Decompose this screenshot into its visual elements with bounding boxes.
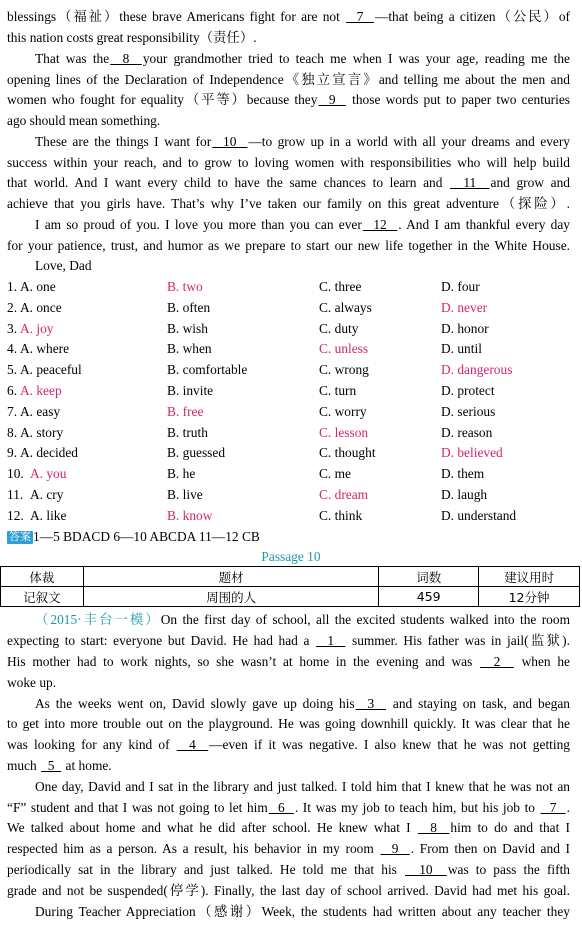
text-line — [7, 71, 570, 89]
option-b: B. guessed — [167, 445, 226, 461]
text-line — [7, 882, 570, 900]
text-segment: We talked about home and what he did after school. He knew what I — [7, 820, 417, 835]
option-a: A. once — [20, 299, 62, 315]
text-segment: As the weeks went on, David slowly gave up doing his — [35, 696, 355, 711]
answer-blank: 4 — [176, 737, 209, 752]
answer-key-text: 1—5 BDACD 6—10 ABCDA 11—12 CB — [33, 529, 260, 544]
answer-blank: 11 — [450, 175, 490, 190]
text-segment: . It was my job to teach him, but his job to — [294, 800, 540, 815]
question-number: 12. — [7, 507, 24, 523]
option-d: D. dangerous — [441, 362, 513, 378]
option-d: D. understand — [441, 507, 517, 523]
text-line — [7, 195, 570, 213]
option-b: B. free — [167, 403, 204, 419]
value-genre: 记叙文 — [1, 587, 84, 607]
answer-key — [7, 528, 570, 546]
text-line — [35, 133, 570, 151]
text-segment: grade and not be suspended(停学). Finally, the last day of school arrived. David had met his goal. — [7, 883, 570, 898]
answer-blank: 7 — [540, 800, 566, 815]
text-line — [7, 799, 570, 817]
text-segment: was looking for any kind of — [7, 737, 176, 752]
header-suggested-time: 建议用时 — [479, 567, 580, 587]
text-segment: ago should mean something. — [7, 113, 161, 128]
text-line — [35, 695, 570, 713]
text-segment: those words put to paper two centuries — [346, 92, 571, 107]
option-c: C. me — [319, 466, 351, 482]
question-number: 2. — [7, 299, 18, 315]
text-segment: summer. His father was in jail(监狱). — [346, 633, 570, 648]
info-table-value-row — [1, 587, 580, 607]
text-segment: that world. And I want every child to have the same chances to learn and — [7, 175, 450, 190]
text-segment: These are the things I want for — [35, 134, 212, 149]
question-number: 3. — [7, 320, 18, 336]
text-line — [7, 653, 570, 671]
option-b: B. know — [167, 507, 213, 523]
option-c: C. thought — [319, 445, 376, 461]
answer-blank: 10 — [405, 862, 447, 877]
option-d: D. them — [441, 466, 485, 482]
option-c: C. worry — [319, 403, 367, 419]
option-a: A. where — [20, 341, 70, 357]
option-b: B. he — [167, 466, 196, 482]
text-line — [35, 778, 570, 796]
text-segment: and staying on task, and began — [386, 696, 571, 711]
text-segment: for your patience, trust, and humor as we prepare to start our new life together in the White House. — [7, 238, 570, 253]
option-a: A. one — [20, 279, 56, 294]
text-segment: His mother had to work nights, so she wasn’t at home in the evening and was — [7, 654, 480, 669]
text-line — [7, 154, 570, 172]
text-line — [7, 674, 570, 692]
text-segment: —even if it was negative. I also knew that he was not getting — [209, 737, 570, 752]
question-number: 1. — [7, 279, 18, 294]
option-a: A. keep — [20, 383, 62, 398]
option-a: A. cry — [30, 487, 64, 502]
question-number: 10. — [7, 466, 24, 482]
text-line — [35, 611, 570, 629]
option-d: D. protect — [441, 383, 495, 398]
text-line — [7, 757, 570, 775]
option-c: C. lesson — [319, 424, 369, 440]
text-segment: During Teacher Appreciation（感谢）Week, the students had written about any teacher they — [35, 904, 570, 919]
header-topic: 题材 — [83, 567, 378, 587]
option-c: C. three — [319, 279, 362, 294]
text-segment: success within your reach, and to grow to loving women with responsibilities who will help build — [7, 155, 570, 170]
text-line — [7, 715, 570, 733]
text-line — [7, 8, 570, 26]
option-d: D. laugh — [441, 487, 488, 502]
option-a: A. story — [20, 424, 64, 440]
question-number: 9. — [7, 445, 18, 461]
text-segment: opening lines of the Declaration of Independence《独立宣言》and telling me about the men and — [7, 72, 570, 87]
option-b: B. comfortable — [167, 362, 248, 378]
text-line — [7, 840, 570, 858]
option-c: C. think — [319, 507, 363, 523]
text-line — [7, 112, 570, 130]
option-b: B. invite — [167, 383, 214, 398]
option-c: C. always — [319, 299, 372, 315]
option-b: B. truth — [167, 424, 208, 440]
question-number: 4. — [7, 341, 18, 357]
info-table-header-row — [1, 567, 580, 587]
text-segment: —that being a citizen（公民）of — [374, 9, 570, 24]
text-segment: On the first day of school, all the excited students walked into the room — [160, 612, 570, 627]
text-segment: . And I am thankful every day — [398, 217, 570, 232]
text-line — [7, 237, 570, 255]
answer-blank: 8 — [110, 51, 142, 66]
option-c: C. dream — [319, 487, 369, 502]
text-segment: him to do and that I — [450, 820, 571, 835]
text-line — [7, 174, 570, 192]
text-line — [7, 29, 570, 47]
text-segment: your grandmother tried to teach me when I was your age, reading me the — [142, 51, 570, 66]
passage-source: （2015·丰台一模） — [35, 612, 161, 627]
text-segment: That was the — [35, 51, 110, 66]
question-number: 7. — [7, 403, 18, 419]
text-line — [35, 216, 570, 234]
text-segment: . — [566, 800, 570, 815]
option-a: A. like — [30, 507, 67, 523]
question-number: 11. — [7, 487, 24, 502]
text-segment: was to pass the fifth — [447, 862, 571, 877]
text-segment: One day, David and I sat in the library and just talked. I told him that I knew that he was not an — [35, 779, 570, 794]
option-c: C. wrong — [319, 362, 369, 378]
answer-blank: 9 — [318, 92, 346, 107]
option-c: C. duty — [319, 320, 359, 336]
answer-blank: 2 — [480, 654, 514, 669]
text-segment: “F” student and that I was not going to let him — [7, 800, 268, 815]
text-segment: this nation costs great responsibility（责任）. — [7, 30, 257, 45]
answer-blank: 10 — [212, 134, 248, 149]
text-line — [35, 50, 570, 68]
text-line — [35, 903, 570, 921]
header-word-count: 词数 — [379, 567, 479, 587]
header-genre: 体裁 — [1, 567, 84, 587]
answer-blank: 3 — [355, 696, 386, 711]
answer-blank: 12 — [362, 217, 398, 232]
option-a: A. decided — [20, 445, 79, 461]
text-line — [35, 257, 570, 275]
option-b: B. two — [167, 279, 203, 294]
text-line — [7, 736, 570, 754]
question-number: 8. — [7, 424, 18, 440]
text-segment: at home. — [62, 758, 112, 773]
text-segment: and grow and — [490, 175, 570, 190]
text-segment: to get into more trouble out on the playground. He was going downhill quickly. It was clear that he — [7, 716, 570, 731]
question-number: 6. — [7, 383, 18, 398]
answer-badge: 答案 — [9, 531, 31, 543]
text-segment: when he — [514, 654, 570, 669]
text-segment: . From then on David and I — [410, 841, 570, 856]
text-segment: Love, Dad — [35, 258, 92, 273]
text-segment: periodically sat in the library and just talked. He told me that his — [7, 862, 404, 877]
text-segment: achieve that you girls have. That’s why I’ve taken our family on this great adventure（探险）. — [7, 196, 570, 211]
option-d: D. until — [441, 341, 482, 357]
passage-title: Passage 10 — [261, 549, 321, 564]
option-b: B. live — [167, 487, 203, 502]
option-c: C. turn — [319, 383, 357, 398]
answer-blank: 6 — [268, 800, 294, 815]
text-line — [7, 861, 570, 879]
passage-info-table — [0, 566, 580, 607]
option-d: D. honor — [441, 320, 489, 336]
text-segment: respected him as a person. As a result, his behavior in my room — [7, 841, 380, 856]
option-d: D. serious — [441, 403, 496, 419]
option-b: B. often — [167, 299, 211, 315]
answer-blank: 9 — [380, 841, 410, 856]
value-topic: 周围的人 — [83, 587, 378, 607]
text-segment: blessings（福祉）these brave Americans fight for are not — [7, 9, 346, 24]
text-segment: women who fought for equality（平等）because they — [7, 92, 318, 107]
question-number: 5. — [7, 362, 18, 378]
option-b: B. when — [167, 341, 212, 357]
text-line — [7, 819, 570, 837]
text-segment: much — [7, 758, 41, 773]
option-d: D. never — [441, 299, 488, 315]
answer-blank: 8 — [417, 820, 450, 835]
text-line — [7, 632, 570, 650]
value-suggested-time: 12分钟 — [479, 587, 580, 607]
option-a: A. easy — [20, 403, 61, 419]
answer-blank: 5 — [41, 758, 62, 773]
option-c: C. unless — [319, 341, 369, 357]
option-d: D. believed — [441, 445, 503, 461]
value-word-count: 459 — [379, 587, 479, 607]
text-line — [7, 91, 570, 109]
option-a: A. joy — [20, 320, 54, 336]
answer-blank: 7 — [346, 9, 374, 24]
option-a: A. you — [30, 466, 67, 482]
answer-blank: 1 — [316, 633, 346, 648]
option-d: D. four — [441, 279, 480, 294]
option-d: D. reason — [441, 424, 493, 440]
text-segment: expecting to start: everyone but David. He had had a — [7, 633, 316, 648]
option-b: B. wish — [167, 320, 208, 336]
text-segment: —to grow up in a world with all your dreams and every — [248, 134, 570, 149]
text-segment: woke up. — [7, 675, 57, 690]
text-segment: I am so proud of you. I love you more than you can ever — [35, 217, 362, 232]
option-a: A. peaceful — [20, 362, 82, 378]
